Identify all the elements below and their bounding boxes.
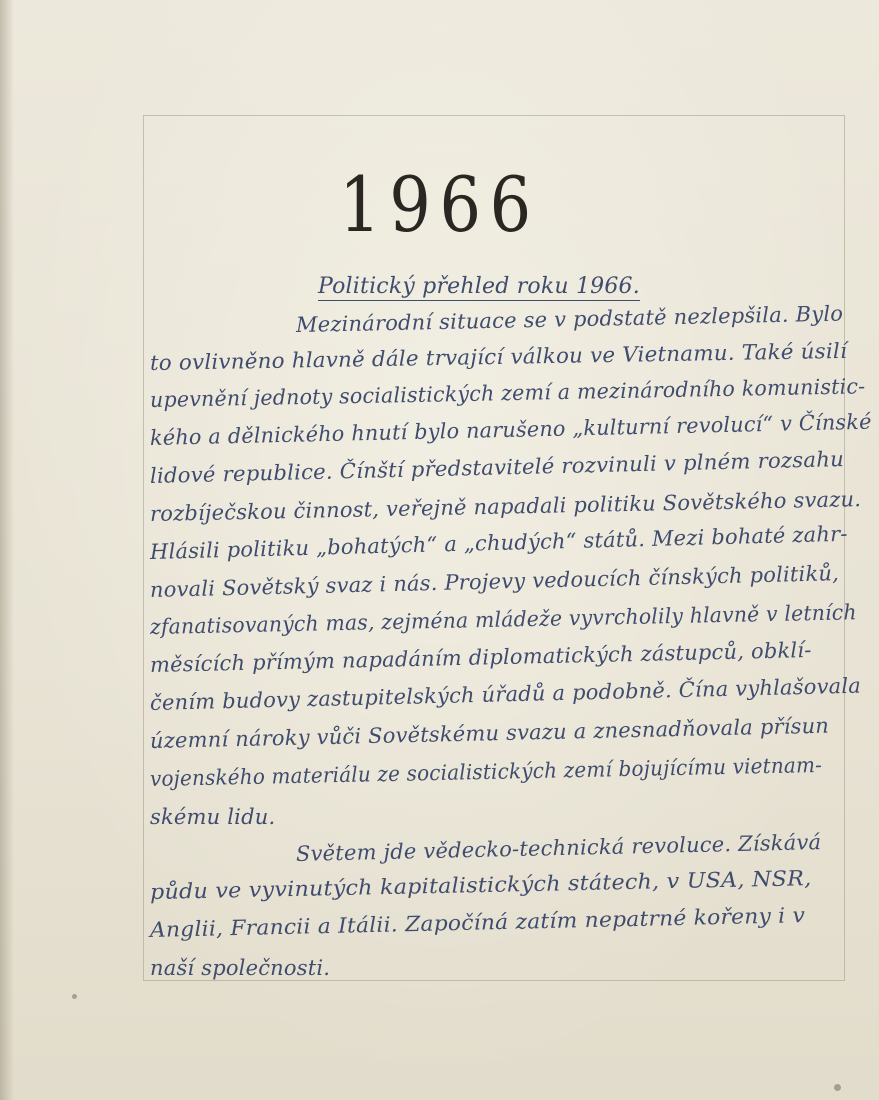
text-line: upevnění jednoty socialistických zemí a mezinárodního komunistic-	[149, 374, 866, 412]
text-line: naší společnosti.	[150, 956, 331, 980]
text-line: to ovlivněno hlavně dále trvající válkou ve Vietnamu. Také úsilí	[149, 338, 848, 375]
text-line: měsících přímým napadáním diplomatických zástupců, obklí-	[149, 637, 812, 677]
text-line: novali Sovětský svaz i nás. Projevy vedoucích čínských politiků,	[149, 561, 840, 602]
text-line: čením budovy zastupitelských úřadů a podobně. Čína vyhlašovala	[149, 673, 862, 715]
text-line: územní nároky vůči Sovětskému svazu a znesnadňovala přísun	[149, 713, 830, 753]
text-line: Anglii, Francii a Itálii. Započíná zatím nepatrné kořeny i v	[149, 903, 806, 942]
text-line: půdu ve vyvinutých kapitalistických státech, v USA, NSR,	[149, 866, 812, 904]
year-title: 1966	[339, 160, 540, 249]
text-line: zfanatisovaných mas, zejména mládeže vyvrcholily hlavně v letních	[149, 600, 857, 639]
text-line: vojenského materiálu ze socialistických zemí bojujícímu vietnam-	[149, 752, 823, 791]
paper-blemish	[72, 994, 77, 999]
text-line: rozbíječskou činnost, veřejně napadali politiku Sovětského svazu.	[149, 487, 862, 526]
text-line: kého a dělnického hnutí bylo narušeno „kulturní revolucí“ v Čínské	[149, 409, 872, 450]
text-line: Hlásili politiku „bohatých“ a „chudých“ států. Mezi bohaté zahr-	[149, 521, 848, 564]
text-line: skému lidu.	[150, 805, 276, 829]
page-edge-shadow	[0, 0, 14, 1100]
text-line: Světem jde vědecko-technická revoluce. Získává	[295, 830, 822, 866]
text-line: lidové republice. Čínští představitelé rozvinuli v plném rozsahu	[149, 447, 845, 488]
paper-blemish	[834, 1084, 841, 1091]
text-line: Mezinárodní situace se v podstatě nezlepšila. Bylo	[295, 301, 844, 337]
section-heading: Politický přehled roku 1966.	[318, 274, 640, 299]
